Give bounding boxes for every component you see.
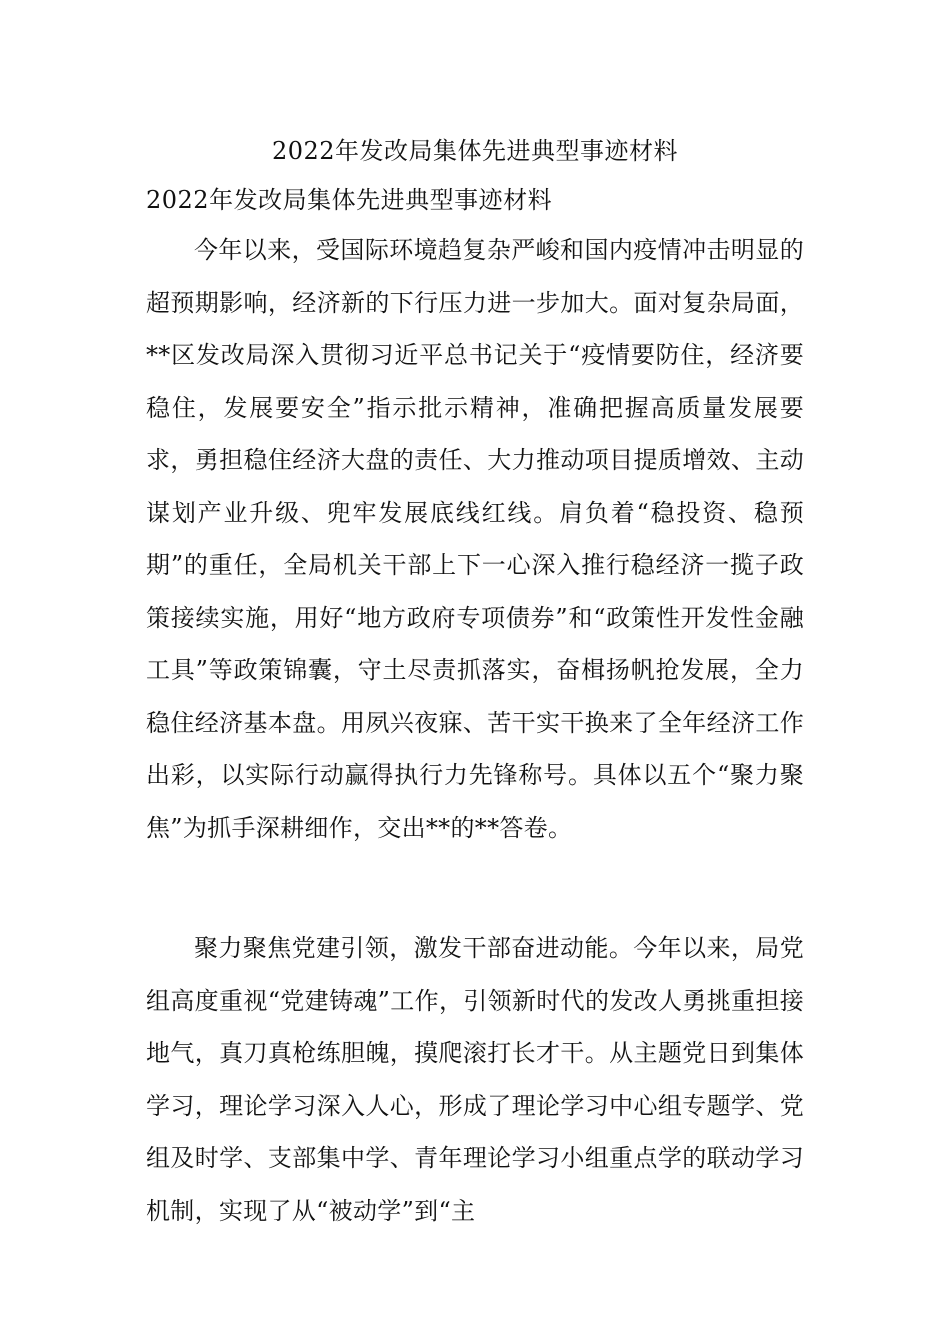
document-title: 2022年发改局集体先进典型事迹材料 (271, 137, 679, 165)
document-subtitle: 2022年发改局集体先进典型事迹材料 (146, 186, 553, 214)
paragraph-party-building: 聚力聚焦党建引领，激发干部奋进动能。今年以来，局党组高度重视“党建铸魂”工作，引领新时代的发改人勇挑重担接地气，真刀真枪练胆魄，摸爬滚打长才干。从主题党日到集体学习，理论学习深入人心，形成了理论学习中心组专题学、党组及时学、支部集中学、青年理论学习小组重点学的联动学习机制，实现了从“被动学”到“主 (146, 934, 804, 1225)
paragraph-intro: 今年以来，受国际环境趋复杂严峻和国内疫情冲击明显的超预期影响，经济新的下行压力进一步加大。面对复杂局面，**区发改局深入贯彻习近平总书记关于“疫情要防住，经济要稳住，发展要安全”指示批示精神，准确把握高质量发展要求，勇担稳住经济大盘的责任、大力推动项目提质增效、主动谋划产业升级、兜牢发展底线红线。肩负着“稳投资、稳预期”的重任，全局机关干部上下一心深入推行稳经济一揽子政策接续实施，用好“地方政府专项债券”和“政策性开发性金融工具”等政策锦囊，守土尽责抓落实，奋楫扬帆抢发展，全力稳住经济基本盘。用夙兴夜寐、苦干实干换来了全年经济工作出彩，以实际行动赢得执行力先锋称号。具体以五个“聚力聚焦”为抓手深耕细作，交出**的**答卷。 (146, 236, 804, 842)
